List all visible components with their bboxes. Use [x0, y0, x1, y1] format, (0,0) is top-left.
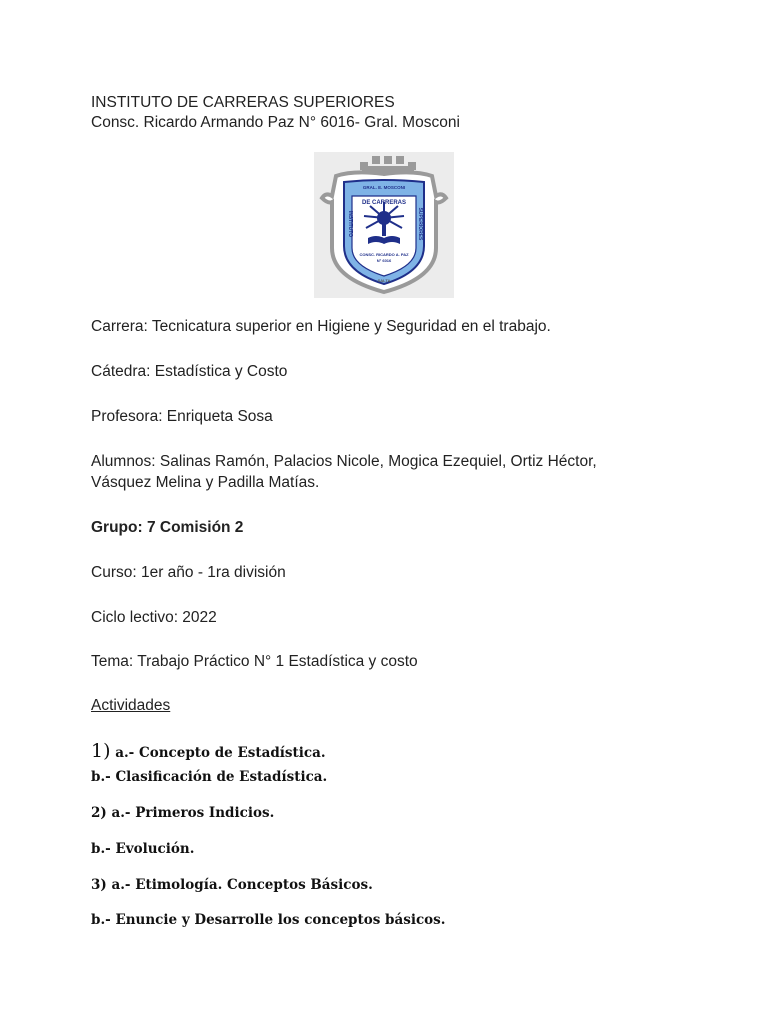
- logo-bottom-text-2: N° 6016: [376, 258, 392, 263]
- actividades-heading: Actividades: [91, 697, 171, 714]
- alumnos-line-2: Vásquez Melina y Padilla Matías.: [91, 474, 320, 491]
- activity-1a-text: a.- Concepto de Estadística.: [110, 745, 326, 761]
- alumnos-line-1: Alumnos: Salinas Ramón, Palacios Nicole, Mogica Ezequiel, Ortiz Héctor,: [91, 453, 597, 470]
- logo-right-text: SUPERIORES: [417, 207, 423, 241]
- profesora-line: Profesora: Enriqueta Sosa: [91, 408, 273, 425]
- tema-line: Tema: Trabajo Práctico N° 1 Estadística y costo: [91, 653, 418, 670]
- activity-3b: b.- Enuncie y Desarrolle los conceptos básicos.: [91, 912, 446, 928]
- activity-2a: 2) a.- Primeros Indicios.: [91, 805, 275, 821]
- activity-1a: [91, 739, 326, 765]
- institute-name: INSTITUTO DE CARRERAS SUPERIORES: [91, 94, 395, 111]
- institute-address: Consc. Ricardo Armando Paz N° 6016- Gral. Mosconi: [91, 114, 460, 131]
- activity-2b: b.- Evolución.: [91, 841, 195, 857]
- activity-3a: 3) a.- Etimología. Conceptos Básicos.: [91, 877, 373, 893]
- logo-banner-text: DE CARRERAS: [361, 200, 407, 206]
- activity-1b: b.- Clasificación de Estadística.: [91, 769, 328, 785]
- crown-icon: [360, 156, 416, 172]
- catedra-line: Cátedra: Estadística y Costo: [91, 363, 288, 380]
- curso-line: Curso: 1er año - 1ra división: [91, 564, 286, 581]
- ciclo-line: Ciclo lectivo: 2022: [91, 609, 217, 626]
- logo-base-text: SALTA: [377, 278, 391, 283]
- grupo-line: Grupo: 7 Comisión 2: [91, 519, 244, 536]
- activity-1-number: 1): [91, 740, 111, 762]
- logo-left-text: INSTITUTO: [347, 210, 353, 238]
- carrera-line: Carrera: Tecnicatura superior en Higiene y Seguridad en el trabajo.: [91, 318, 551, 335]
- logo-bottom-text-1: CONSC. RICARDO A. PAZ: [359, 252, 409, 257]
- logo-top-text: GRAL. E. MOSCONI: [362, 185, 406, 190]
- institute-logo: [314, 152, 454, 298]
